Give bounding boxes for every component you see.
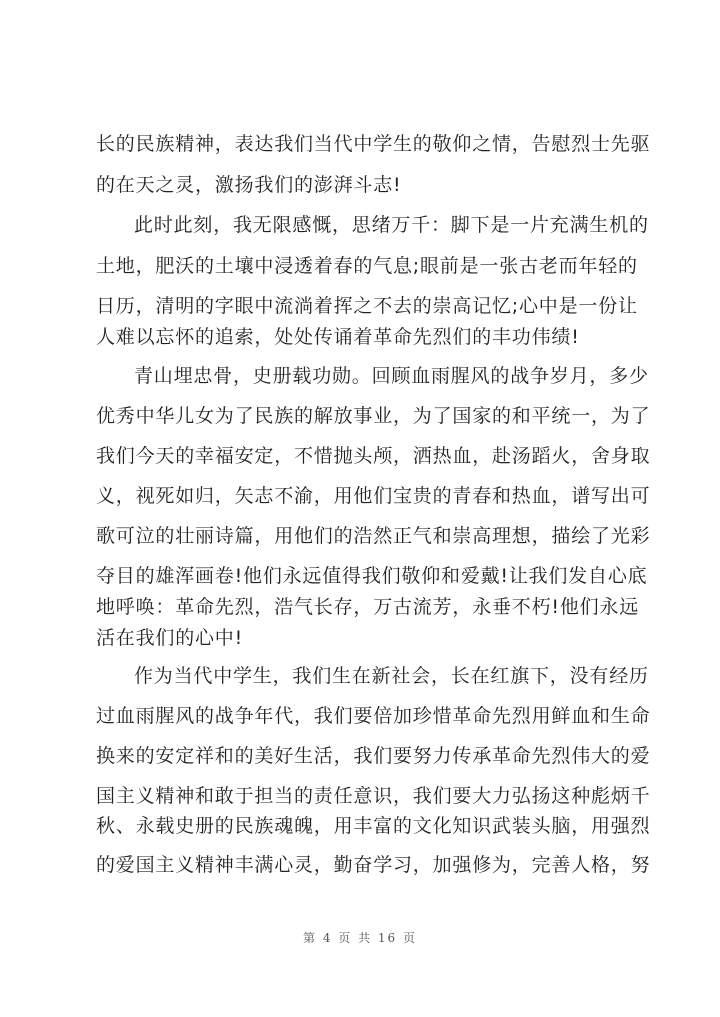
text-line: 我们今天的幸福安定，不惜抛头颅，洒热血，赴汤蹈火，舍身取 [96,445,651,467]
text-line: 的爱国主义精神丰满心灵，勤奋学习，加强修为，完善人格，努 [96,854,651,876]
text-line: 日历，清明的字眼中流淌着挥之不去的崇高记忆;心中是一份让 [96,295,638,317]
text-line: 换来的安定祥和的美好生活，我们要努力传承革命先烈伟大的爱 [96,745,651,767]
page-number-footer: 第 4 页 共 16 页 [303,931,417,945]
text-line: 长的民族精神，表达我们当代中学生的敬仰之情，告慰烈士先驱 [96,133,651,155]
paragraph-start-line: 此时此刻，我无限感慨，思绪万千：脚下是一片充满生机的 [134,214,649,236]
text-line: 人难以忘怀的追索，处处传诵着革命先烈们的丰功伟绩! [96,326,580,348]
text-line: 秋、永载史册的民族魂魄，用丰富的文化知识武装头脑，用强烈 [96,815,651,837]
text-line: 活在我们的心中! [96,627,244,649]
text-line: 地呼唤：革命先烈，浩气长存，万古流芳，永垂不朽!他们永远 [96,596,640,618]
text-line: 的在天之灵，激扬我们的澎湃斗志! [96,174,402,196]
text-line: 歌可泣的壮丽诗篇，用他们的浩然正气和崇高理想，描绘了光彩 [96,525,651,547]
paragraph-start-line: 青山埋忠骨，史册载功勋。回顾血雨腥风的战争岁月，多少 [134,365,649,387]
text-line: 过血雨腥风的战争年代，我们要倍加珍惜革命先烈用鲜血和生命 [96,705,651,727]
text-line: 土地，肥沃的土壤中浸透着春的气息;眼前是一张古老而年轻的 [96,255,638,277]
text-line: 国主义精神和敢于担当的责任意识，我们要大力弘扬这种彪炳千 [96,785,651,807]
text-line: 夺目的雄浑画卷!他们永远值得我们敬仰和爱戴!让我们发自心底 [96,565,648,587]
text-line: 义，视死如归，矢志不渝，用他们宝贵的青春和热血，谱写出可 [96,485,651,507]
text-line: 优秀中华儿女为了民族的解放事业，为了国家的和平统一，为了 [96,405,651,427]
paragraph-start-line: 作为当代中学生，我们生在新社会，长在红旗下，没有经历 [134,665,649,687]
